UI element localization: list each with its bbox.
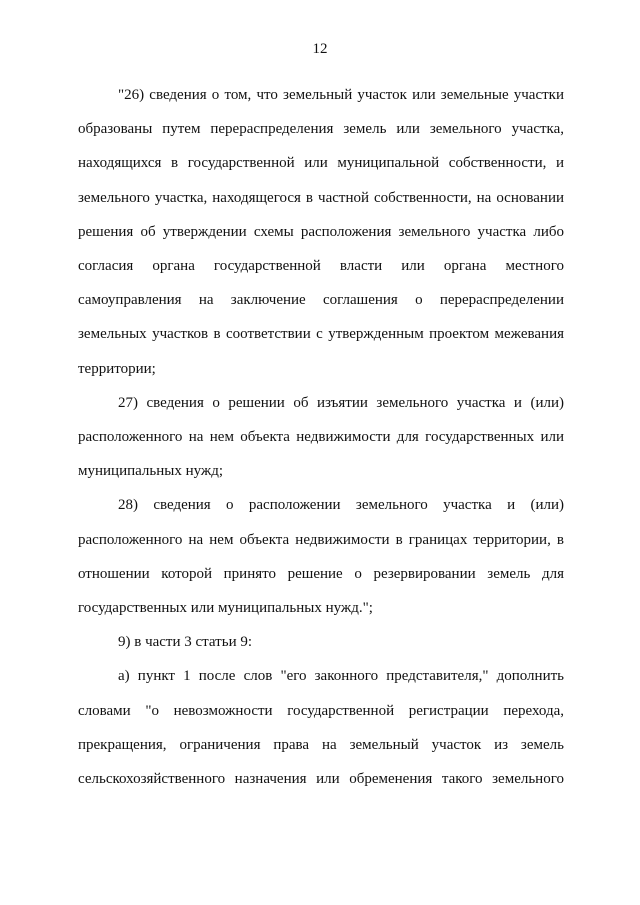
document-body [78,78,564,796]
paragraph-part-3-article-9: 9) в части 3 статьи 9: [118,634,253,651]
paragraph-subitem-a: а) пункт 1 после слов "его законного представителя," дополнить словами "о невозможности государственной регистрации перехода, прекращения, ограничения права на земельный участок из земель сельскохозяйственного назначения или обременения такого земельного [78,668,564,788]
paragraph-item-26: "26) сведения о том, что земельный участок или земельные участки образованы путем перераспределения земель или земельного участка, находящихся в государственной или муниципальной собственности, и земельного участка, находящегося в частной собственности, на основании решения об утверждении схемы расположения земельного участка либо согласия органа государственной власти или органа местного самоуправления на заключение соглашения о перераспределении земельных участков в соответствии с утвержденным проектом межевания территории; [78,87,564,377]
paragraph-item-27: 27) сведения о решении об изъятии земельного участка и (или) расположенного на нем объекта недвижимости для государственных или муниципальных нужд; [78,394,564,480]
paragraph-item-28: 28) сведения о расположении земельного участка и (или) расположенного на нем объекта недвижимости в границах территории, в отношении которой принято решение о резервировании земель для государственных или муниципальных нужд."; [78,497,564,617]
page-number: 12 [312,41,328,57]
